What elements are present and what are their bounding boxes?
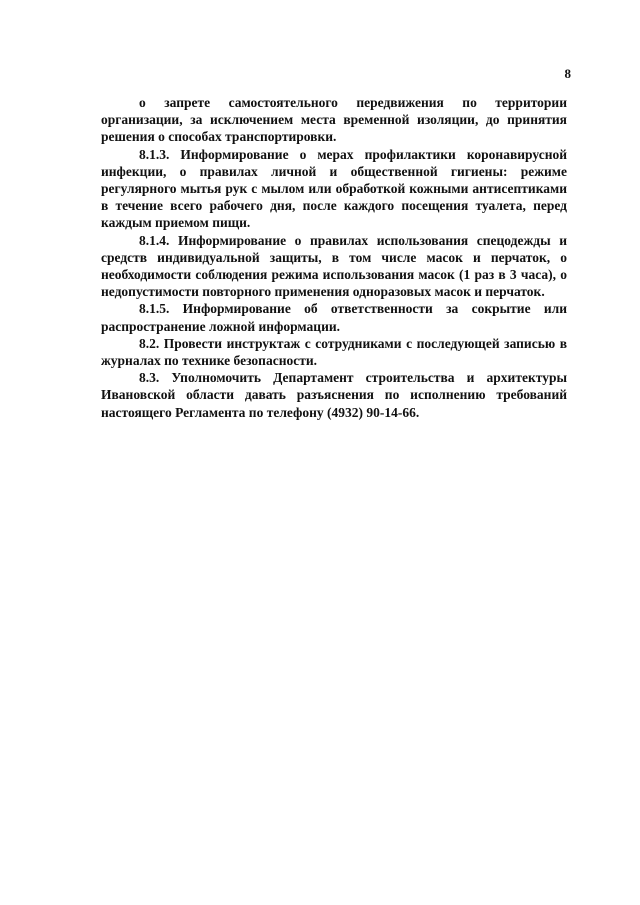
- page-number: 8: [564, 66, 571, 81]
- paragraph-8-2: 8.2. Провести инструктаж с сотрудниками с последующей записью в журналах по технике безопасности.: [101, 335, 567, 369]
- paragraph-isolation-transport: о запрете самостоятельного передвижения по территории организации, за исключением места временной изоляции, до принятия решения о способах транспортировки.: [101, 95, 567, 145]
- paragraph-8-1-5: 8.1.5. Информирование об ответственности за сокрытие или распространение ложной информации.: [101, 301, 567, 334]
- paragraph-8-1-4: 8.1.4. Информирование о правилах использования спецодежды и средств индивидуальной защиты, в том числе масок и перчаток, о необходимости соблюдения режима использования масок (1 раз в 3 часа), о недопустимости повторного применения одноразовых масок и перчаток.: [101, 232, 567, 300]
- paragraph-8-3: 8.3. Уполномочить Департамент строительства и архитектуры Ивановской области давать разъяснения по исполнению требований настоящего Регламента по телефону (4932) 90-14-66.: [101, 370, 567, 420]
- document-body: [101, 94, 567, 421]
- paragraph-8-1-3: 8.1.3. Информирование о мерах профилактики коронавирусной инфекции, о правилах личной и общественной гигиены: режиме регулярного мытья рук с мылом или обработкой кожными антисептиками в течение всего рабочего дня, после каждого посещения туалета, перед каждым приемом пищи.: [101, 146, 567, 231]
